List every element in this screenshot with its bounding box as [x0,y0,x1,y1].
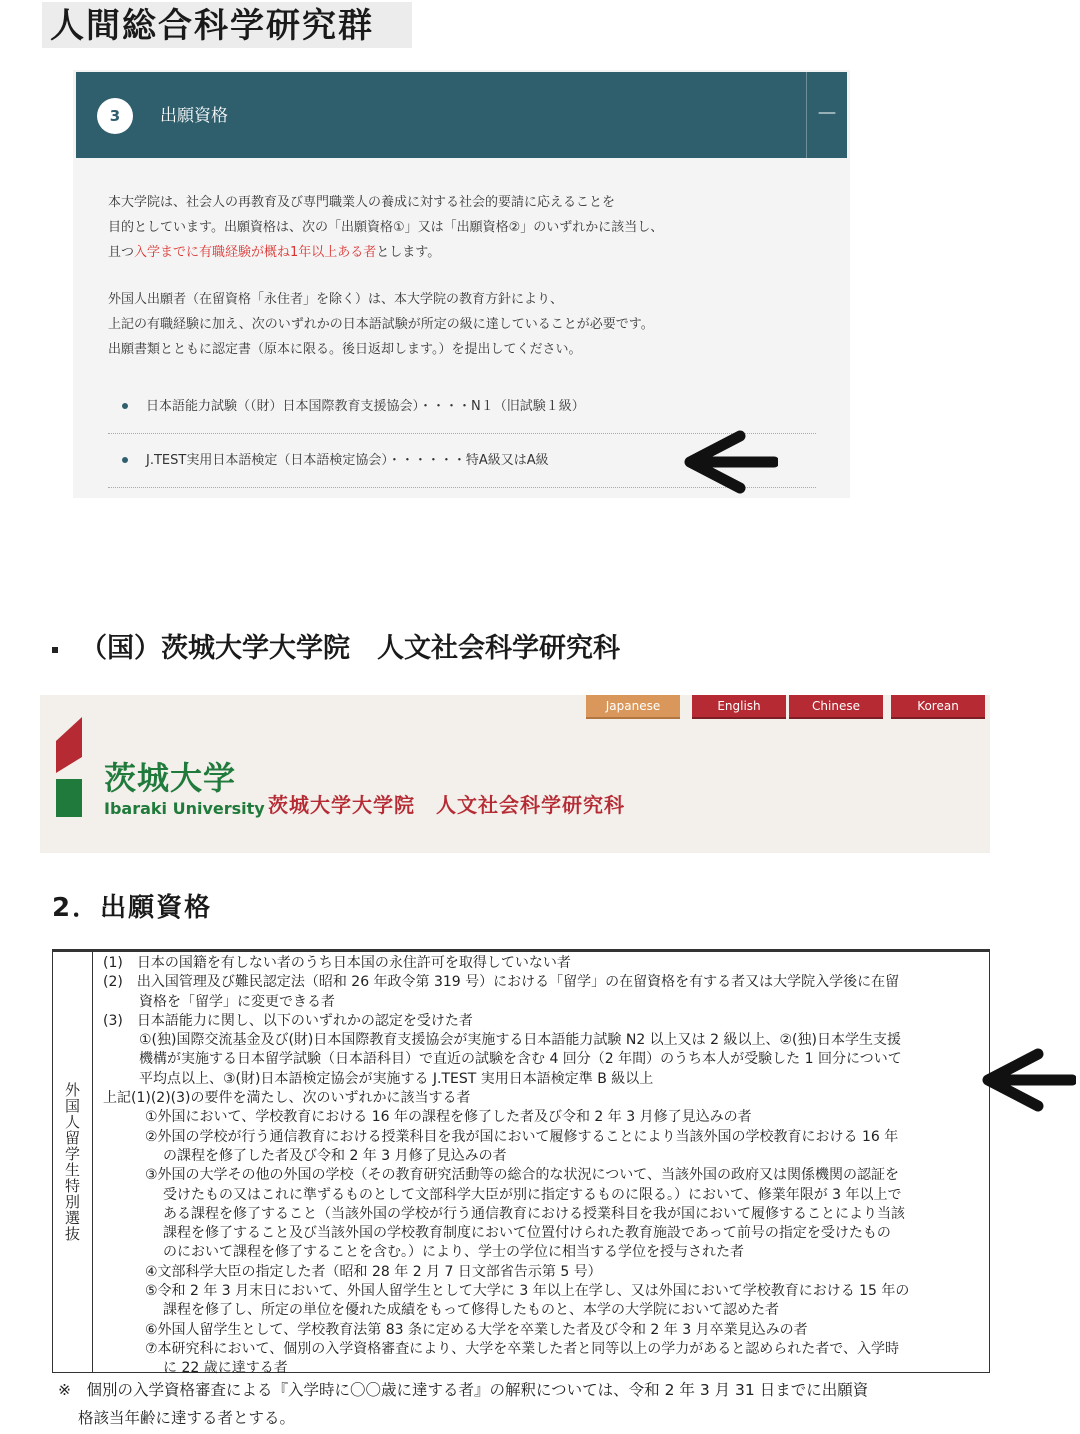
table-line: 機構が実施する日本留学試験（日本語科目）で直近の試験を含む 4 回分（2 年間）のうち本人が受験した 1 回分について [139,1051,902,1068]
language-button-korean[interactable]: Korean [891,695,985,719]
table-line: に 22 歳に達する者 [163,1360,288,1377]
paragraph-line: 上記の有職経験に加え、次のいずれかの日本語試験が所定の級に達していることが必要です。 [108,317,654,332]
step-number-badge: 3 [97,98,133,134]
intro-text: とします。 [376,245,441,260]
intro-line: 目的としています。出願資格は、次の「出願資格①」又は「出願資格②」のいずれかに該当し、 [108,220,664,235]
arrow-left-icon [680,430,778,494]
bullet-icon [122,457,128,463]
table-content [103,954,983,1379]
logo-text[interactable]: 茨城大学 [104,759,237,797]
table-line: 上記(1)(2)(3)の要件を満たし、次のいずれかに該当する者 [103,1090,471,1107]
panel-header[interactable] [76,72,847,158]
intro-line: 本大学院は、社会人の再教育及び専門職業人の養成に対する社会的要請に応えることを [108,195,616,210]
graduate-school-title: 茨城大学大学院 人文社会科学研究科 [268,793,625,817]
table-line: ⑤令和 2 年 3 月末日において、外国人留学生として大学に 3 年以上在学し、又は外国において学校教育における 15 年の [145,1283,910,1300]
language-button-chinese[interactable]: Chinese [789,695,883,719]
page-title: 人間総合科学研究群 [42,2,412,48]
bullet-icon [52,647,58,653]
arrow-left-icon [980,1048,1076,1112]
table-side-label [53,952,93,1372]
table-line: ①(独)国際交流基金及び(財)日本国際教育支援協会が実施する日本語能力試験 N2 以上又は 2 級以上、②(独)日本学生支援 [139,1032,901,1049]
table-line: (1) 日本の国籍を有しない者のうち日本国の永住許可を取得していない者 [103,955,571,971]
table-line: ⑥外国人留学生として、学校教育法第 83 条に定める大学を卒業した者及び令和 2 年 3 月卒業見込みの者 [145,1321,808,1338]
table-line: ②外国の学校が行う通信教育における授業科目を我が国において履修することにより当該外国の学校教育における 16 年 [145,1128,899,1145]
language-button-japanese[interactable]: Japanese [586,695,680,719]
paragraph-line: 外国人出願者（在留資格「永住者」を除く）は、本大学院の教育方針により、 [108,292,564,307]
bullet-icon [122,403,128,409]
panel-title: 出願資格 [160,106,228,126]
paragraph-line: 出願書類とともに認定書（原本に限る。後日返却します。）を提出してください。 [108,342,582,357]
table-line: の課程を修了した者及び令和 2 年 3 月修了見込みの者 [163,1147,507,1164]
table-line: 資格を「留学」に変更できる者 [139,993,335,1010]
table-line: 課程を修了し、所定の単位を優れた成績をもって修得したものと、本学の大学院において認めた者 [163,1302,779,1319]
list-item-text: J.TEST実用日本語検定（日本語検定協会）・・・・・・特A級又はA級 [146,453,549,468]
university-banner [40,695,990,853]
collapse-button[interactable]: － [815,102,838,127]
university-heading [52,630,620,668]
footnote [58,1376,868,1432]
university-logo-icon[interactable] [56,717,82,817]
section-title: 2．出願資格 [52,893,213,923]
table-line: 課程を修了すること及び当該外国の学校教育制度において位置付けられた教育施設であって前号の指定を受けたもの [163,1225,891,1242]
table-line: のにおいて課程を修了することを含む。）により、学士の学位に相当する学位を授与された者 [163,1244,744,1261]
table-line: ④文部科学大臣の指定した者（昭和 28 年 2 月 7 日文部省告示第 5 号） [145,1263,602,1280]
eligibility-table [52,949,990,1377]
table-line: ①外国において、学校教育における 16 年の課程を修了した者及び令和 2 年 3 月修了見込みの者 [145,1109,752,1126]
intro-line [108,240,663,265]
table-line: ⑦本研究科において、個別の入学資格審査により、大学を卒業した者と同等以上の学力があると認められた者で、入学時 [145,1340,899,1357]
intro-text: 且つ [108,245,135,260]
logo-english-text[interactable]: Ibaraki University [104,799,265,818]
table-line: (3) 日本語能力に関し、以下のいずれかの認定を受けた者 [103,1012,473,1029]
language-button-english[interactable]: English [692,695,786,719]
table-line: ③外国の大学その他の外国の学校（その教育研究活動等の総合的な状況について、当該外国の政府又は関係機関の認証を [145,1167,899,1184]
foreign-applicant-paragraph [108,287,654,362]
table-line: (2) 出入国管理及び難民認定法（昭和 26 年政令第 319 号）における「留学」の在留資格を有する者又は大学院入学後に在留 [103,974,900,991]
intro-paragraph [108,190,663,265]
list-item [108,380,816,434]
table-line: ある課程を修了すること（当該外国の学校が行う通信教育における授業科目を我が国において履修することにより当該 [163,1205,905,1222]
university-heading-text: （国）茨城大学大学院 人文社会科学研究科 [80,633,620,664]
footnote-line: 格該当年齢に達する者とする。 [78,1409,296,1427]
list-item-text: 日本語能力試験（（財）日本国際教育支援協会）・・・・N１（旧試験１級） [146,399,585,414]
table-line: 平均点以上、③(財)日本語検定協会が実施する J.TEST 実用日本語検定準 B 級以上 [139,1070,654,1087]
table-line: 受けたもの又はこれに準ずるものとして文部科学大臣が別に指定するものに限る。）において、修業年限が 3 年以上で [163,1186,902,1203]
side-label-text: 外国人留学生特別選抜 [63,1082,81,1242]
highlight-text: 入学までに有職経験が概ね1年以上ある者 [134,245,377,260]
footnote-line: ※ 個別の入学資格審査による『入学時に〇〇歳に達する者』の解釈については、令和 2 年 3 月 31 日までに出願資 [58,1381,869,1399]
